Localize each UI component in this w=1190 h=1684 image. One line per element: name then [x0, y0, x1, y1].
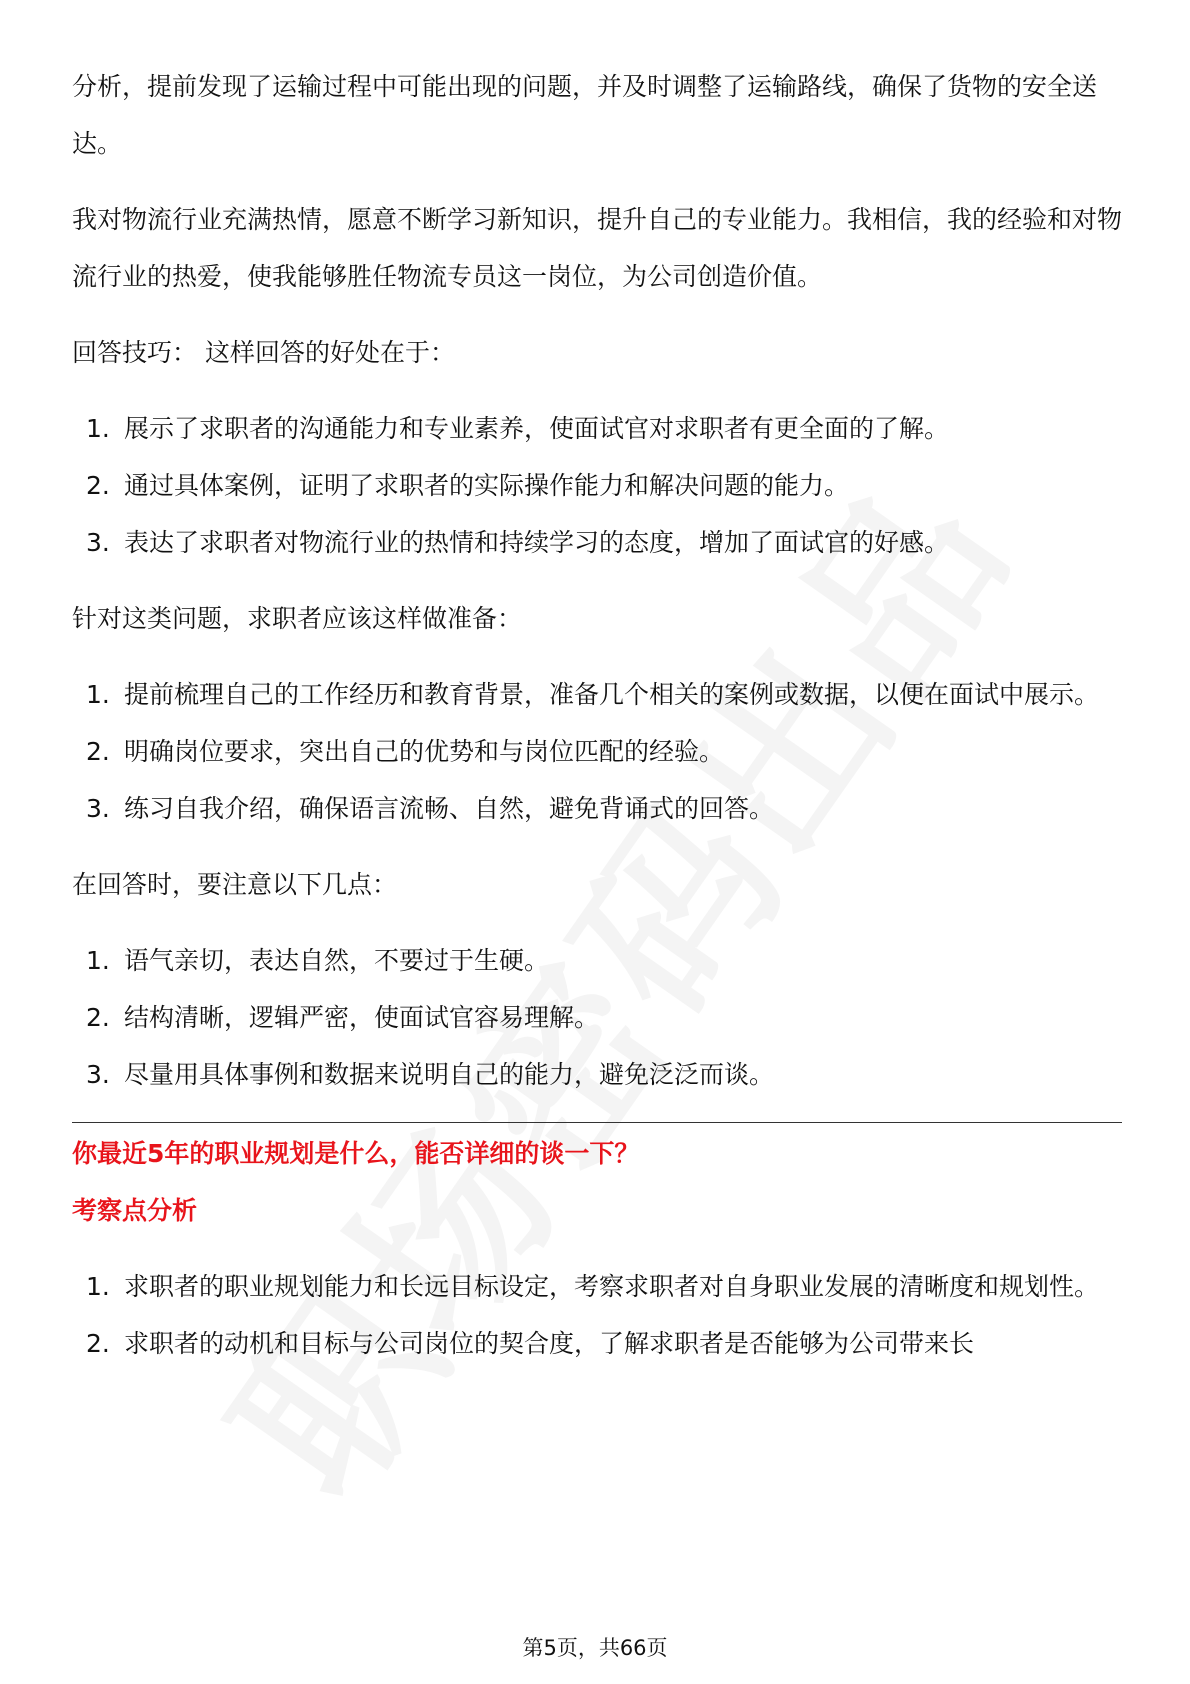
list-text: 明确岗位要求，突出自己的优势和与岗位匹配的经验。	[124, 737, 725, 766]
list-item	[72, 989, 1122, 1046]
list-number: 1.	[86, 414, 110, 443]
page-footer: 第5页，共66页	[522, 1636, 668, 1660]
list-number: 1.	[86, 946, 110, 975]
list-number: 2.	[86, 471, 110, 500]
list-text: 尽量用具体事例和数据来说明自己的能力，避免泛泛而谈。	[124, 1060, 775, 1089]
list-number: 2.	[86, 1003, 110, 1032]
list-item	[72, 780, 1122, 837]
benefits-list	[72, 400, 1122, 571]
attention-heading: 在回答时，要注意以下几点：	[72, 870, 398, 899]
list-item	[72, 666, 1122, 723]
attention-list	[72, 932, 1122, 1103]
analysis-title: 考察点分析	[72, 1196, 198, 1225]
list-number: 2.	[86, 737, 110, 766]
list-item	[72, 400, 1122, 457]
list-text: 通过具体案例，证明了求职者的实际操作能力和解决问题的能力。	[124, 471, 850, 500]
list-text: 展示了求职者的沟通能力和专业素养，使面试官对求职者有更全面的了解。	[124, 414, 950, 443]
list-text: 表达了求职者对物流行业的热情和持续学习的态度，增加了面试官的好感。	[124, 528, 950, 557]
list-item	[72, 457, 1122, 514]
list-text: 结构清晰，逻辑严密，使面试官容易理解。	[124, 1003, 600, 1032]
list-item	[72, 514, 1122, 571]
list-text: 求职者的动机和目标与公司岗位的契合度，了解求职者是否能够为公司带来长	[124, 1329, 975, 1358]
preparation-heading: 针对这类问题，求职者应该这样做准备：	[72, 604, 523, 633]
list-number: 2.	[86, 1329, 110, 1358]
question-title: 你最近5年的职业规划是什么，能否详细的谈一下？	[72, 1139, 640, 1168]
list-number: 1.	[86, 1272, 110, 1301]
list-text: 语气亲切，表达自然，不要过于生硬。	[124, 946, 550, 975]
list-number: 3.	[86, 1060, 110, 1089]
page-content	[72, 58, 1122, 1391]
list-number: 3.	[86, 794, 110, 823]
paragraph-2: 我对物流行业充满热情，愿意不断学习新知识，提升自己的专业能力。我相信，我的经验和对物流行业的热爱，使我能够胜任物流专员这一岗位，为公司创造价值。	[72, 205, 1123, 291]
list-item	[72, 1046, 1122, 1103]
list-item	[72, 932, 1122, 989]
list-text: 练习自我介绍，确保语言流畅、自然，避免背诵式的回答。	[124, 794, 775, 823]
list-text: 求职者的职业规划能力和长远目标设定，考察求职者对自身职业发展的清晰度和规划性。	[124, 1272, 1100, 1301]
list-item	[72, 1315, 1122, 1372]
answer-tips-heading: 回答技巧： 这样回答的好处在于：	[72, 338, 455, 367]
list-number: 3.	[86, 528, 110, 557]
list-item	[72, 723, 1122, 780]
preparation-list	[72, 666, 1122, 837]
list-item	[72, 1258, 1122, 1315]
list-number: 1.	[86, 680, 110, 709]
section-divider	[72, 1122, 1122, 1123]
list-text: 提前梳理自己的工作经历和教育背景，准备几个相关的案例或数据，以便在面试中展示。	[124, 680, 1100, 709]
paragraph-1: 分析，提前发现了运输过程中可能出现的问题，并及时调整了运输路线，确保了货物的安全送达。	[72, 72, 1098, 158]
analysis-list	[72, 1258, 1122, 1372]
